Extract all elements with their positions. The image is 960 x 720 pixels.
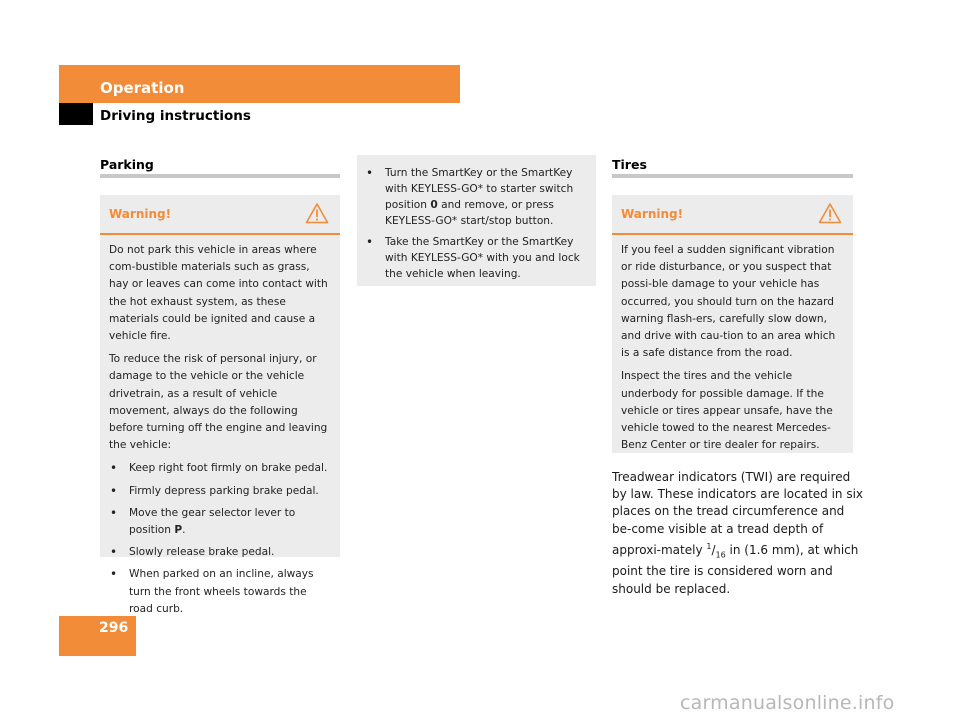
treadwear-paragraph	[612, 469, 864, 598]
list-item: • Slowly release brake pedal.	[109, 544, 331, 561]
subsection-title: Driving instructions	[100, 108, 251, 124]
warning-label: Warning!	[109, 207, 172, 221]
list-item: • Firmly depress parking brake pedal.	[109, 483, 331, 500]
header-marker	[59, 103, 93, 125]
warning-paragraph: If you feel a sudden significant vibration or ride disturbance, or you suspect that possi-ble damage to your vehicle has occurred, you should turn on the hazard warning flash-ers, carefully slow down, and drive with cau-tion to an area which is a safe distance from the road.	[621, 244, 836, 360]
treadwear-text: in (1.6 mm), at which point the tire is considered worn and should be replaced.	[612, 542, 859, 596]
warning-paragraph: To reduce the risk of personal injury, or damage to the vehicle or the vehicle drivetrain, as a result of vehicle movement, always do the following before turning off the engine and leaving the vehicle:	[109, 353, 328, 452]
list-item-text: Turn the SmartKey or the SmartKey with KEYLESS-GO* to starter switch position	[385, 167, 574, 211]
list-item: • Keep right foot firmly on brake pedal.	[109, 460, 331, 477]
list-item-text: Move the gear selector lever to position	[129, 506, 296, 537]
list-item: • When parked on an incline, always turn the front wheels towards the road curb.	[109, 566, 331, 618]
warning-body	[100, 235, 340, 618]
warning-triangle-icon	[818, 202, 842, 228]
watermark: carmanualsonline.info	[680, 692, 895, 714]
fraction-numerator: 1	[706, 541, 712, 551]
list-item: • Take the SmartKey or the SmartKey with KEYLESS-GO* with you and lock the vehicle when leaving.	[365, 234, 588, 282]
tires-rule	[612, 174, 853, 178]
list-item-text: and remove, or press KEYLESS-GO* start/stop button.	[385, 199, 554, 227]
switch-position: 0	[430, 199, 438, 211]
fraction-separator: /	[711, 542, 716, 557]
warning-label: Warning!	[621, 207, 684, 221]
page-number: 296	[99, 620, 129, 636]
list-item	[109, 505, 331, 539]
warning-paragraph: Inspect the tires and the vehicle underbody for possible damage. If the vehicle or tires appear unsafe, have the vehicle towed to the nearest Mercedes-Benz Center or tire dealer for repairs.	[621, 370, 833, 452]
fraction-denominator: 16	[715, 550, 726, 560]
warning-paragraph: Do not park this vehicle in areas where com-bustible materials such as grass, hay or leaves can come into contact with the hot exhaust system, as these materials could be ignited and cause a vehicle fire.	[109, 244, 328, 343]
parking-heading: Parking	[100, 157, 154, 172]
parking-rule	[100, 174, 340, 178]
treadwear-text: Treadwear indicators (TWI) are required by law. These indicators are located in six places on the tread circumference and be-come visible at a tread depth of approxi-mately	[612, 470, 864, 557]
gear-position: P	[174, 524, 183, 537]
warning-header	[100, 195, 340, 235]
warning-triangle-icon	[305, 202, 329, 228]
warning-body	[612, 235, 853, 454]
section-title: Operation	[100, 79, 185, 97]
list-item	[365, 165, 588, 229]
warning-list	[109, 460, 331, 618]
warning-header	[612, 195, 853, 235]
tires-heading: Tires	[612, 157, 647, 172]
list-item-end: .	[182, 524, 186, 537]
instructions-list	[357, 155, 596, 282]
instructions-box	[357, 155, 596, 286]
tires-warning-box	[612, 195, 853, 453]
parking-warning-box	[100, 195, 340, 615]
